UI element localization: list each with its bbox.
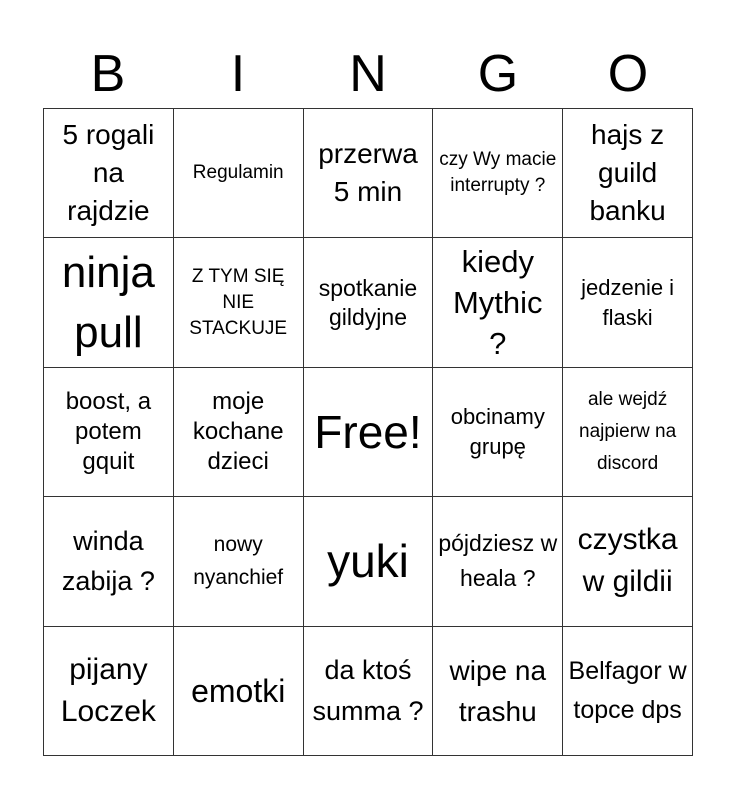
header-letter-i: I	[230, 45, 246, 103]
cell-text: moje kochane dzieci	[192, 387, 284, 475]
cell-text: kiedy Mythic ?	[452, 244, 543, 362]
cell-text: hajs z guild banku	[589, 119, 666, 227]
bingo-cell[interactable]	[174, 238, 304, 367]
bingo-cell[interactable]	[563, 497, 693, 626]
cell-text: obcinamy grupę	[450, 403, 545, 459]
bingo-cell[interactable]	[174, 368, 304, 497]
cell-text: jedzenie i flaski	[581, 274, 675, 330]
header-letter-o: O	[607, 45, 649, 103]
bingo-cell[interactable]	[563, 109, 693, 238]
cell-text: 5 rogali na rajdzie	[62, 119, 155, 227]
cell-text: winda zabija ?	[61, 526, 155, 597]
cell-text: czy Wy macie interrupty ?	[439, 149, 557, 197]
header-letter-g: G	[477, 45, 519, 103]
bingo-cell[interactable]	[433, 497, 563, 626]
cell-text: pójdziesz w heala ?	[438, 530, 558, 592]
bingo-cell[interactable]	[563, 238, 693, 367]
bingo-cell[interactable]	[174, 627, 304, 756]
bingo-cell[interactable]	[44, 627, 174, 756]
bingo-cell[interactable]	[174, 109, 304, 238]
bingo-cell[interactable]	[304, 627, 434, 756]
bingo-cell[interactable]	[563, 627, 693, 756]
bingo-cell[interactable]	[304, 497, 434, 626]
bingo-cell[interactable]	[433, 368, 563, 497]
cell-text: Belfagor w topce dps	[568, 656, 687, 724]
bingo-cell[interactable]	[44, 497, 174, 626]
cell-text: przerwa 5 min	[318, 138, 418, 208]
bingo-cell[interactable]	[304, 368, 434, 497]
cell-text: Z TYM SIĘ NIE STACKUJE	[189, 265, 288, 339]
bingo-cell[interactable]	[174, 497, 304, 626]
header-letter-b: B	[90, 45, 126, 103]
bingo-cell[interactable]	[433, 109, 563, 238]
cell-text: czystka w gildii	[577, 523, 678, 599]
cell-text: yuki	[327, 535, 409, 588]
bingo-grid	[43, 108, 693, 756]
cell-text: pijany Loczek	[60, 652, 156, 728]
bingo-cell[interactable]	[304, 238, 434, 367]
header-letter-n: N	[349, 45, 387, 103]
bingo-cell[interactable]	[44, 109, 174, 238]
cell-text: spotkanie gildyjne	[318, 274, 418, 330]
cell-text: ninja pull	[61, 247, 155, 357]
bingo-cell[interactable]	[433, 627, 563, 756]
bingo-header	[43, 40, 693, 108]
bingo-cell[interactable]	[433, 238, 563, 367]
cell-text: da ktoś summa ?	[312, 654, 424, 726]
bingo-cell[interactable]	[563, 368, 693, 497]
cell-text: Regulamin	[192, 162, 284, 184]
cell-text: wipe na trashu	[449, 654, 547, 727]
cell-text: emotki	[191, 672, 286, 709]
bingo-cell[interactable]	[44, 238, 174, 367]
cell-text: boost, a potem gquit	[65, 387, 152, 475]
cell-text: nowy nyanchief	[193, 533, 284, 590]
bingo-cell[interactable]	[304, 109, 434, 238]
bingo-cell[interactable]	[44, 368, 174, 497]
cell-text: Free!	[314, 405, 422, 458]
cell-text: ale wejdź najpierw na discord	[579, 388, 677, 474]
